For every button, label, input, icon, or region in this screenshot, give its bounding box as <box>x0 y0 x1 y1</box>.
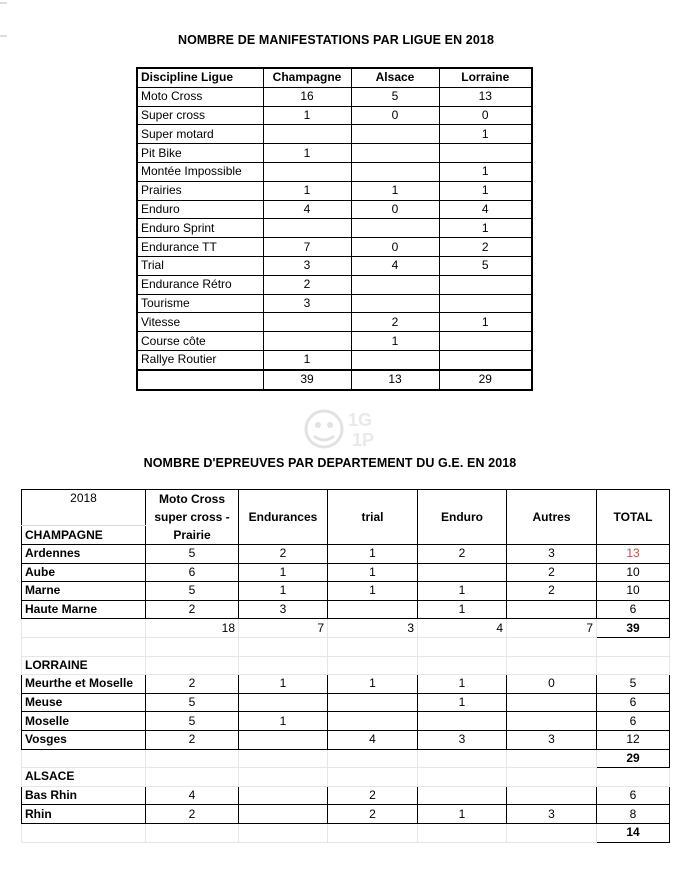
value-cell <box>507 786 597 805</box>
table-row <box>137 200 532 219</box>
totals-label-cell <box>137 370 263 390</box>
table-row <box>137 313 532 332</box>
cartoon-face-logo-watermark-icon <box>300 404 392 454</box>
sum-cell: 18 <box>146 619 239 638</box>
value-cell: 4 <box>328 730 418 749</box>
table-row <box>137 106 532 125</box>
value-cell <box>263 125 351 144</box>
blank-cell <box>239 637 328 656</box>
value-cell: 0 <box>351 200 439 219</box>
lorraine-label: LORRAINE <box>22 656 146 675</box>
value-cell: 4 <box>263 200 351 219</box>
discipline-cell: Montée Impossible <box>137 162 263 181</box>
value-cell: 1 <box>239 712 328 731</box>
value-cell: 6 <box>597 786 670 805</box>
blank-cell <box>507 823 597 842</box>
value-cell: 1 <box>263 350 351 369</box>
value-cell: 2 <box>146 805 239 824</box>
value-cell <box>507 693 597 712</box>
table-row <box>137 238 532 257</box>
value-cell: 1 <box>263 106 351 125</box>
value-cell: 1 <box>439 219 532 238</box>
table1-title: NOMBRE DE MANIFESTATIONS PAR LIGUE EN 2018 <box>177 33 495 47</box>
discipline-cell: Rallye Routier <box>137 350 263 369</box>
value-cell: 2 <box>507 563 597 582</box>
value-cell <box>328 712 418 731</box>
blank-cell <box>418 823 507 842</box>
value-cell: 4 <box>439 200 532 219</box>
header-lorraine: Lorraine <box>439 68 532 87</box>
department-cell: Marne <box>22 582 146 601</box>
value-cell <box>418 786 507 805</box>
value-cell <box>239 786 328 805</box>
table-row <box>137 219 532 238</box>
value-cell: 1 <box>351 181 439 200</box>
manifestations-table <box>136 67 533 391</box>
blank-cell <box>597 656 670 675</box>
value-cell: 5 <box>146 545 239 564</box>
value-cell: 1 <box>418 582 507 601</box>
value-cell: 5 <box>351 87 439 106</box>
table-row <box>22 786 670 805</box>
value-cell: 1 <box>239 675 328 694</box>
svg-text:1G: 1G <box>348 410 373 430</box>
department-cell: Meuse <box>22 693 146 712</box>
value-cell <box>239 693 328 712</box>
header-alsace: Alsace <box>351 68 439 87</box>
table-row <box>22 582 670 601</box>
value-cell <box>351 219 439 238</box>
discipline-cell: Vitesse <box>137 313 263 332</box>
value-cell: 3 <box>263 256 351 275</box>
value-cell <box>351 125 439 144</box>
value-cell: 2 <box>418 545 507 564</box>
value-cell: 1 <box>418 693 507 712</box>
value-cell <box>263 162 351 181</box>
header-moto-cross-line3: Prairie <box>173 528 211 542</box>
blank-cell <box>22 637 146 656</box>
value-cell: 6 <box>597 600 670 619</box>
table-row <box>137 181 532 200</box>
blank-cell <box>328 823 418 842</box>
value-cell: 1 <box>239 582 328 601</box>
value-cell <box>439 350 532 369</box>
value-cell: 13 <box>597 545 670 564</box>
discipline-cell: Trial <box>137 256 263 275</box>
blank-cell <box>146 749 239 768</box>
blank-cell <box>22 823 146 842</box>
header-moto-cross-line2: super cross - <box>154 510 230 524</box>
blank-cell <box>418 656 507 675</box>
header-total: TOTAL <box>597 490 670 545</box>
value-cell: 6 <box>597 712 670 731</box>
blank-cell <box>507 768 597 787</box>
value-cell <box>439 294 532 313</box>
header-endurances: Endurances <box>239 490 328 545</box>
value-cell: 1 <box>328 675 418 694</box>
blank-cell <box>418 637 507 656</box>
discipline-cell: Tourisme <box>137 294 263 313</box>
table2-title: NOMBRE D'EPREUVES PAR DEPARTEMENT DU G.E. EN 2018 <box>143 456 517 470</box>
blank-cell <box>239 749 328 768</box>
value-cell: 1 <box>418 805 507 824</box>
epreuves-table-body <box>22 490 670 843</box>
value-cell: 16 <box>263 87 351 106</box>
value-cell: 1 <box>439 162 532 181</box>
blank-cell <box>22 619 146 638</box>
value-cell <box>351 294 439 313</box>
value-cell: 7 <box>263 238 351 257</box>
blank-cell <box>239 656 328 675</box>
alsace-heading-row <box>22 768 670 787</box>
table-row <box>22 563 670 582</box>
value-cell: 5 <box>146 712 239 731</box>
table-row <box>137 87 532 106</box>
svg-text:1P: 1P <box>352 430 375 450</box>
value-cell <box>239 805 328 824</box>
value-cell <box>328 600 418 619</box>
discipline-cell: Enduro Sprint <box>137 219 263 238</box>
discipline-cell: Endurance Rétro <box>137 275 263 294</box>
value-cell: 2 <box>263 275 351 294</box>
value-cell: 10 <box>597 582 670 601</box>
value-cell: 1 <box>328 563 418 582</box>
table-row <box>22 805 670 824</box>
lorraine-heading-row <box>22 656 670 675</box>
department-cell: Haute Marne <box>22 600 146 619</box>
alsace-total-row <box>22 823 670 842</box>
table-row <box>137 332 532 351</box>
value-cell: 1 <box>263 181 351 200</box>
header-trial: trial <box>328 490 418 545</box>
value-cell <box>507 712 597 731</box>
sum-cell: 7 <box>507 619 597 638</box>
blank-cell <box>507 656 597 675</box>
table-row <box>22 693 670 712</box>
value-cell: 4 <box>146 786 239 805</box>
table-row <box>137 256 532 275</box>
discipline-cell: Pit Bike <box>137 144 263 163</box>
alsace-label: ALSACE <box>22 768 146 787</box>
value-cell: 1 <box>328 545 418 564</box>
blank-row <box>22 637 670 656</box>
value-cell: 3 <box>263 294 351 313</box>
header-champagne: Champagne <box>263 68 351 87</box>
discipline-cell: Course côte <box>137 332 263 351</box>
value-cell: 4 <box>351 256 439 275</box>
table-row <box>22 675 670 694</box>
table-row <box>137 294 532 313</box>
blank-cell <box>597 768 670 787</box>
header-autres: Autres <box>507 490 597 545</box>
value-cell: 0 <box>351 106 439 125</box>
table-row <box>137 350 532 369</box>
alsace-total-cell: 14 <box>597 823 670 842</box>
value-cell <box>351 144 439 163</box>
value-cell: 3 <box>418 730 507 749</box>
value-cell: 6 <box>146 563 239 582</box>
lorraine-total-cell: 29 <box>597 749 670 768</box>
value-cell: 5 <box>439 256 532 275</box>
blank-cell <box>146 823 239 842</box>
discipline-cell: Super motard <box>137 125 263 144</box>
table-row <box>22 600 670 619</box>
value-cell: 3 <box>507 730 597 749</box>
blank-cell <box>418 768 507 787</box>
discipline-cell: Enduro <box>137 200 263 219</box>
epreuves-table <box>21 489 670 843</box>
value-cell <box>507 600 597 619</box>
value-cell: 0 <box>507 675 597 694</box>
blank-cell <box>239 768 328 787</box>
value-cell: 10 <box>597 563 670 582</box>
value-cell: 2 <box>351 313 439 332</box>
table-row <box>22 712 670 731</box>
sum-cell: 3 <box>328 619 418 638</box>
value-cell <box>418 563 507 582</box>
blank-cell <box>328 637 418 656</box>
champagne-label: CHAMPAGNE <box>22 526 146 545</box>
value-cell: 5 <box>597 675 670 694</box>
lorraine-total-row <box>22 749 670 768</box>
value-cell: 5 <box>146 693 239 712</box>
value-cell: 12 <box>597 730 670 749</box>
manifestations-table-body <box>137 87 532 389</box>
value-cell <box>418 712 507 731</box>
value-cell: 1 <box>418 600 507 619</box>
department-cell: Meurthe et Moselle <box>22 675 146 694</box>
value-cell: 5 <box>146 582 239 601</box>
department-cell: Rhin <box>22 805 146 824</box>
blank-cell <box>507 637 597 656</box>
discipline-cell: Moto Cross <box>137 87 263 106</box>
value-cell: 2 <box>146 675 239 694</box>
value-cell <box>263 219 351 238</box>
department-cell: Vosges <box>22 730 146 749</box>
value-cell: 2 <box>439 238 532 257</box>
value-cell: 1 <box>328 582 418 601</box>
department-cell: Moselle <box>22 712 146 731</box>
value-cell <box>439 144 532 163</box>
sum-cell: 4 <box>418 619 507 638</box>
champagne-sums-row <box>22 619 670 638</box>
value-cell: 6 <box>597 693 670 712</box>
department-cell: Bas Rhin <box>22 786 146 805</box>
blank-cell <box>239 823 328 842</box>
value-cell <box>351 350 439 369</box>
value-cell: 3 <box>507 545 597 564</box>
value-cell: 2 <box>328 805 418 824</box>
year-label: 2018 <box>22 490 146 526</box>
blank-cell <box>418 749 507 768</box>
value-cell: 1 <box>351 332 439 351</box>
table-row <box>22 730 670 749</box>
value-cell: 3 <box>239 600 328 619</box>
discipline-cell: Super cross <box>137 106 263 125</box>
blank-cell <box>146 768 239 787</box>
value-cell <box>263 313 351 332</box>
value-cell: 2 <box>507 582 597 601</box>
value-cell: 2 <box>239 545 328 564</box>
value-cell <box>351 275 439 294</box>
blank-cell <box>146 637 239 656</box>
value-cell <box>439 275 532 294</box>
champagne-total-cell: 39 <box>597 619 670 638</box>
header-moto-cross <box>146 490 239 545</box>
value-cell <box>328 693 418 712</box>
value-cell: 3 <box>507 805 597 824</box>
blank-cell <box>597 637 670 656</box>
blank-cell <box>328 656 418 675</box>
totals-row <box>137 370 532 390</box>
value-cell: 1 <box>418 675 507 694</box>
header-enduro: Enduro <box>418 490 507 545</box>
table-row <box>137 144 532 163</box>
table-row <box>137 275 532 294</box>
value-cell: 2 <box>146 730 239 749</box>
department-cell: Aube <box>22 563 146 582</box>
blank-cell <box>507 749 597 768</box>
value-cell: 1 <box>263 144 351 163</box>
header-discipline-ligue: Discipline Ligue <box>137 68 263 87</box>
value-cell: 0 <box>351 238 439 257</box>
blank-cell <box>328 768 418 787</box>
blank-cell <box>146 656 239 675</box>
sum-cell: 7 <box>239 619 328 638</box>
value-cell: 13 <box>439 87 532 106</box>
total-cell: 29 <box>439 370 532 390</box>
value-cell: 1 <box>439 125 532 144</box>
value-cell: 1 <box>439 313 532 332</box>
table-row <box>137 125 532 144</box>
value-cell: 2 <box>328 786 418 805</box>
header-moto-cross-line1: Moto Cross <box>159 492 225 506</box>
table-header-row <box>137 68 532 87</box>
value-cell <box>351 162 439 181</box>
value-cell: 2 <box>146 600 239 619</box>
table-row <box>22 545 670 564</box>
discipline-cell: Prairies <box>137 181 263 200</box>
total-cell: 39 <box>263 370 351 390</box>
value-cell: 1 <box>239 563 328 582</box>
value-cell: 0 <box>439 106 532 125</box>
blank-cell <box>328 749 418 768</box>
value-cell <box>439 332 532 351</box>
value-cell <box>239 730 328 749</box>
table-row <box>137 162 532 181</box>
value-cell: 1 <box>439 181 532 200</box>
department-cell: Ardennes <box>22 545 146 564</box>
discipline-cell: Endurance TT <box>137 238 263 257</box>
value-cell: 8 <box>597 805 670 824</box>
value-cell <box>263 332 351 351</box>
blank-cell <box>22 749 146 768</box>
total-cell: 13 <box>351 370 439 390</box>
